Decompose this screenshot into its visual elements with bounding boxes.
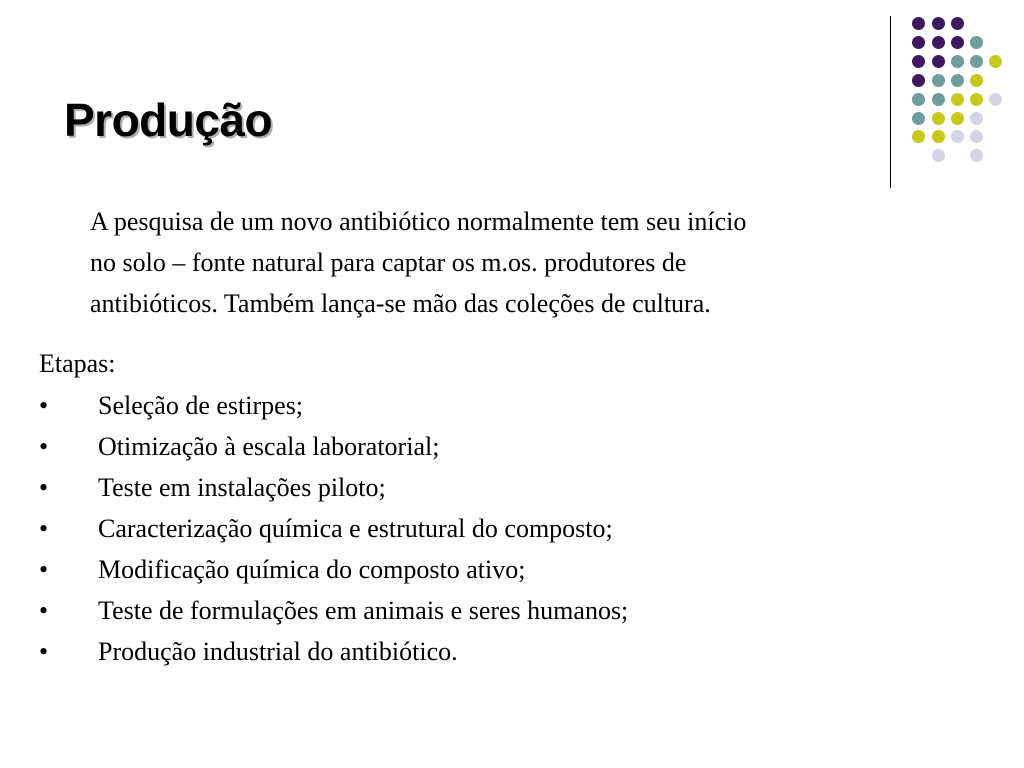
step-text: Produção industrial do antibiótico. [98,637,458,666]
bullet-icon: • [39,555,49,584]
step-text: Otimização à escala laboratorial; [98,432,440,461]
bullet-icon: • [39,637,49,666]
decorative-dot [912,112,925,125]
decorative-dot [951,130,964,143]
decorative-dot [932,149,945,162]
intro-line: antibióticos. Também lança-se mão das coleções de cultura. [90,289,711,318]
decorative-dot [951,17,964,30]
decorative-dot [932,55,945,68]
step-text: Seleção de estirpes; [98,391,304,420]
bullet-icon: • [39,432,49,461]
steps-heading: Etapas: [39,349,116,378]
decorative-dot [951,36,964,49]
decorative-dot [912,93,925,106]
decorative-dot [932,36,945,49]
decorative-dot [970,93,983,106]
decorative-dot [951,74,964,87]
step-text: Teste em instalações piloto; [98,473,386,502]
decorative-dot [951,112,964,125]
decorative-dot [970,74,983,87]
decorative-dot [970,55,983,68]
vertical-divider [890,16,891,188]
intro-line: A pesquisa de um novo antibiótico normalmente tem seu início [90,207,747,236]
decorative-dot [951,55,964,68]
bullet-icon: • [39,391,49,420]
decorative-dot [970,36,983,49]
decorative-dot [970,149,983,162]
decorative-dot [912,36,925,49]
decorative-dot [912,130,925,143]
decorative-dot [932,130,945,143]
slide-title: Produção [64,94,273,146]
intro-line: no solo – fonte natural para captar os m.os. produtores de [90,248,687,277]
decorative-dot [989,93,1002,106]
decorative-dot [912,17,925,30]
decorative-dot [951,93,964,106]
decorative-dot [912,55,925,68]
step-text: Teste de formulações em animais e seres humanos; [98,596,629,625]
decorative-dot [932,17,945,30]
bullet-icon: • [39,596,49,625]
decorative-dot [932,74,945,87]
step-text: Modificação química do composto ativo; [98,555,526,584]
intro-paragraph [90,201,990,324]
bullet-icon: • [39,514,49,543]
decorative-dot [932,93,945,106]
decorative-dot [912,74,925,87]
bullet-icon: • [39,473,49,502]
decorative-dot [970,112,983,125]
decorative-dot [932,112,945,125]
decorative-dot [989,55,1002,68]
decorative-dot [970,130,983,143]
step-text: Caracterização química e estrutural do composto; [98,514,613,543]
